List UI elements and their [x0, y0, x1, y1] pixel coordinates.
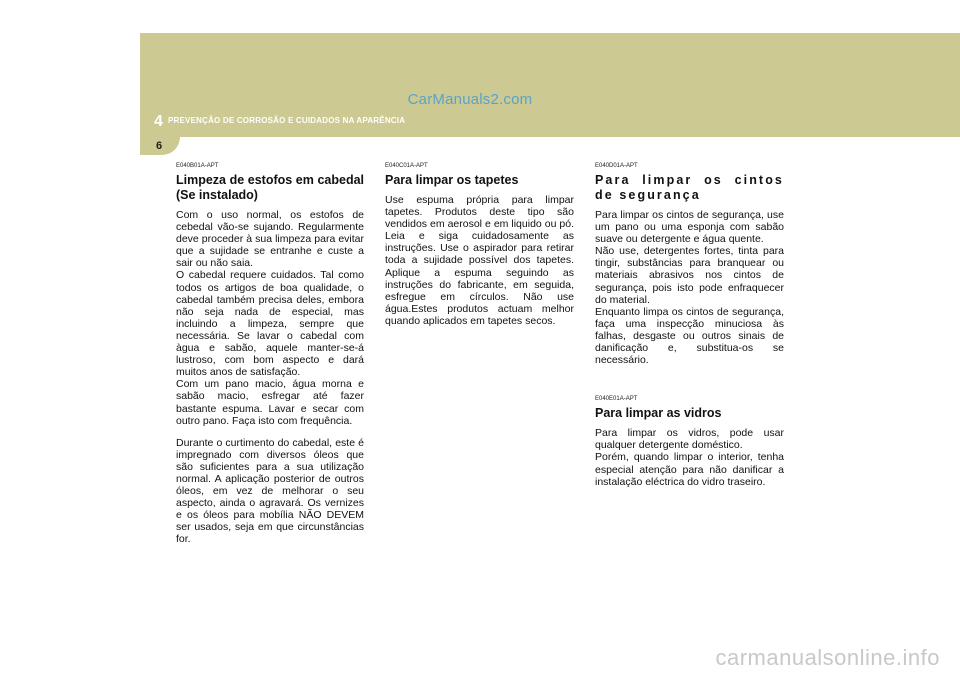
- paragraph: Use espuma própria para limpar tapetes. Produtos deste tipo são vendidos em aerosol e em liquido ou pó. Leia e siga cuidadosamente as instruções. Use o aspirador para retirar toda a sujidade possível dos tapetes. Aplique a espuma seguindo as instruções do fabricante, em seguida, esfregue em círculos. Não use água.Estes produtos actuam melhor quando aplicados em tapetes secos.: [385, 194, 574, 327]
- section-code: E040E01A-APT: [595, 396, 638, 403]
- chapter-number: 4: [154, 113, 163, 130]
- section-title: Para limpar os tapetes: [385, 173, 519, 187]
- paragraph: Com um pano macio, água morna e sabão macio, esfregar até fazer bastante espuma. Lavar e secar com outro pano. Faça isto com frequência.: [176, 378, 364, 427]
- paragraph: Enquanto limpa os cintos de segurança, faça uma inspecção minuciosa às falhas, desgaste ou outros sinais de danificação e, substitua-os se necessário.: [595, 305, 784, 367]
- header-left-margin: [0, 33, 140, 137]
- section-title: Limpeza de estofos em cabedal (Se instalado): [176, 173, 364, 202]
- section-code: E040C01A-APT: [385, 163, 428, 169]
- section-title: Para limpar os cintos de segurança: [595, 173, 784, 202]
- section-code: E040D01A-APT: [595, 163, 638, 169]
- column-3: [595, 163, 784, 488]
- section-vidros: [595, 396, 784, 487]
- paragraph: Com o uso normal, os estofos de cebedal vão-se sujando. Regularmente deve proceder à sua limpeza para evitar que a sujidade se entranhe e custe a sair ou não saia.: [176, 209, 364, 270]
- section-title: Para limpar as vidros: [595, 406, 722, 421]
- paragraph: O cabedal requere cuidados. Tal como todos os artigos de boa qualidade, o cabedal também precisa deles, embora não seja nada de especial, mas incluindo a limpeza, sempre que necessária. Se lavar o cabedal com àgua e sabão, aquele manter-se-á lustroso, com bom aspecto e dará muitos anos de satisfação.: [176, 269, 364, 379]
- watermark-top[interactable]: CarManuals2.com: [407, 91, 533, 108]
- column-1: [176, 163, 364, 546]
- paragraph: Não use, detergentes fortes, tinta para tingir, substâncias para branquear ou materiais abrasivos nos cintos de segurança, pois isto pode enfraquecer do material.: [595, 245, 784, 306]
- page-number: 6: [156, 140, 163, 152]
- paragraph: Porém, quando limpar o interior, tenha especial atenção para não danificar a instalação eléctrica do vidro traseiro.: [595, 451, 784, 488]
- column-2: [385, 163, 574, 327]
- section-code: E040B01A-APT: [176, 163, 219, 169]
- paragraph: Durante o curtimento do cabedal, este é impregnado com diversos óleos que são suficientes para a sua utilização normal. A aplicação posterior de outros óleos, em vez de melhorar o seu aspecto, ainda o agravará. Os vernizes e os óleos para mobília NÃO DEVEM ser usados, seja em que circunstâncias for.: [176, 436, 364, 546]
- paragraph: Para limpar os cintos de segurança, use um pano ou uma esponja com sabão suave ou detergente e água quente.: [595, 209, 784, 246]
- watermark-bottom[interactable]: carmanualsonline.info: [715, 645, 940, 670]
- chapter-title: PREVENÇÃO DE CORROSÃO E CUIDADOS NA APARÊNCIA: [168, 116, 406, 125]
- paragraph: Para limpar os vidros, pode usar qualquer detergente doméstico.: [595, 427, 784, 452]
